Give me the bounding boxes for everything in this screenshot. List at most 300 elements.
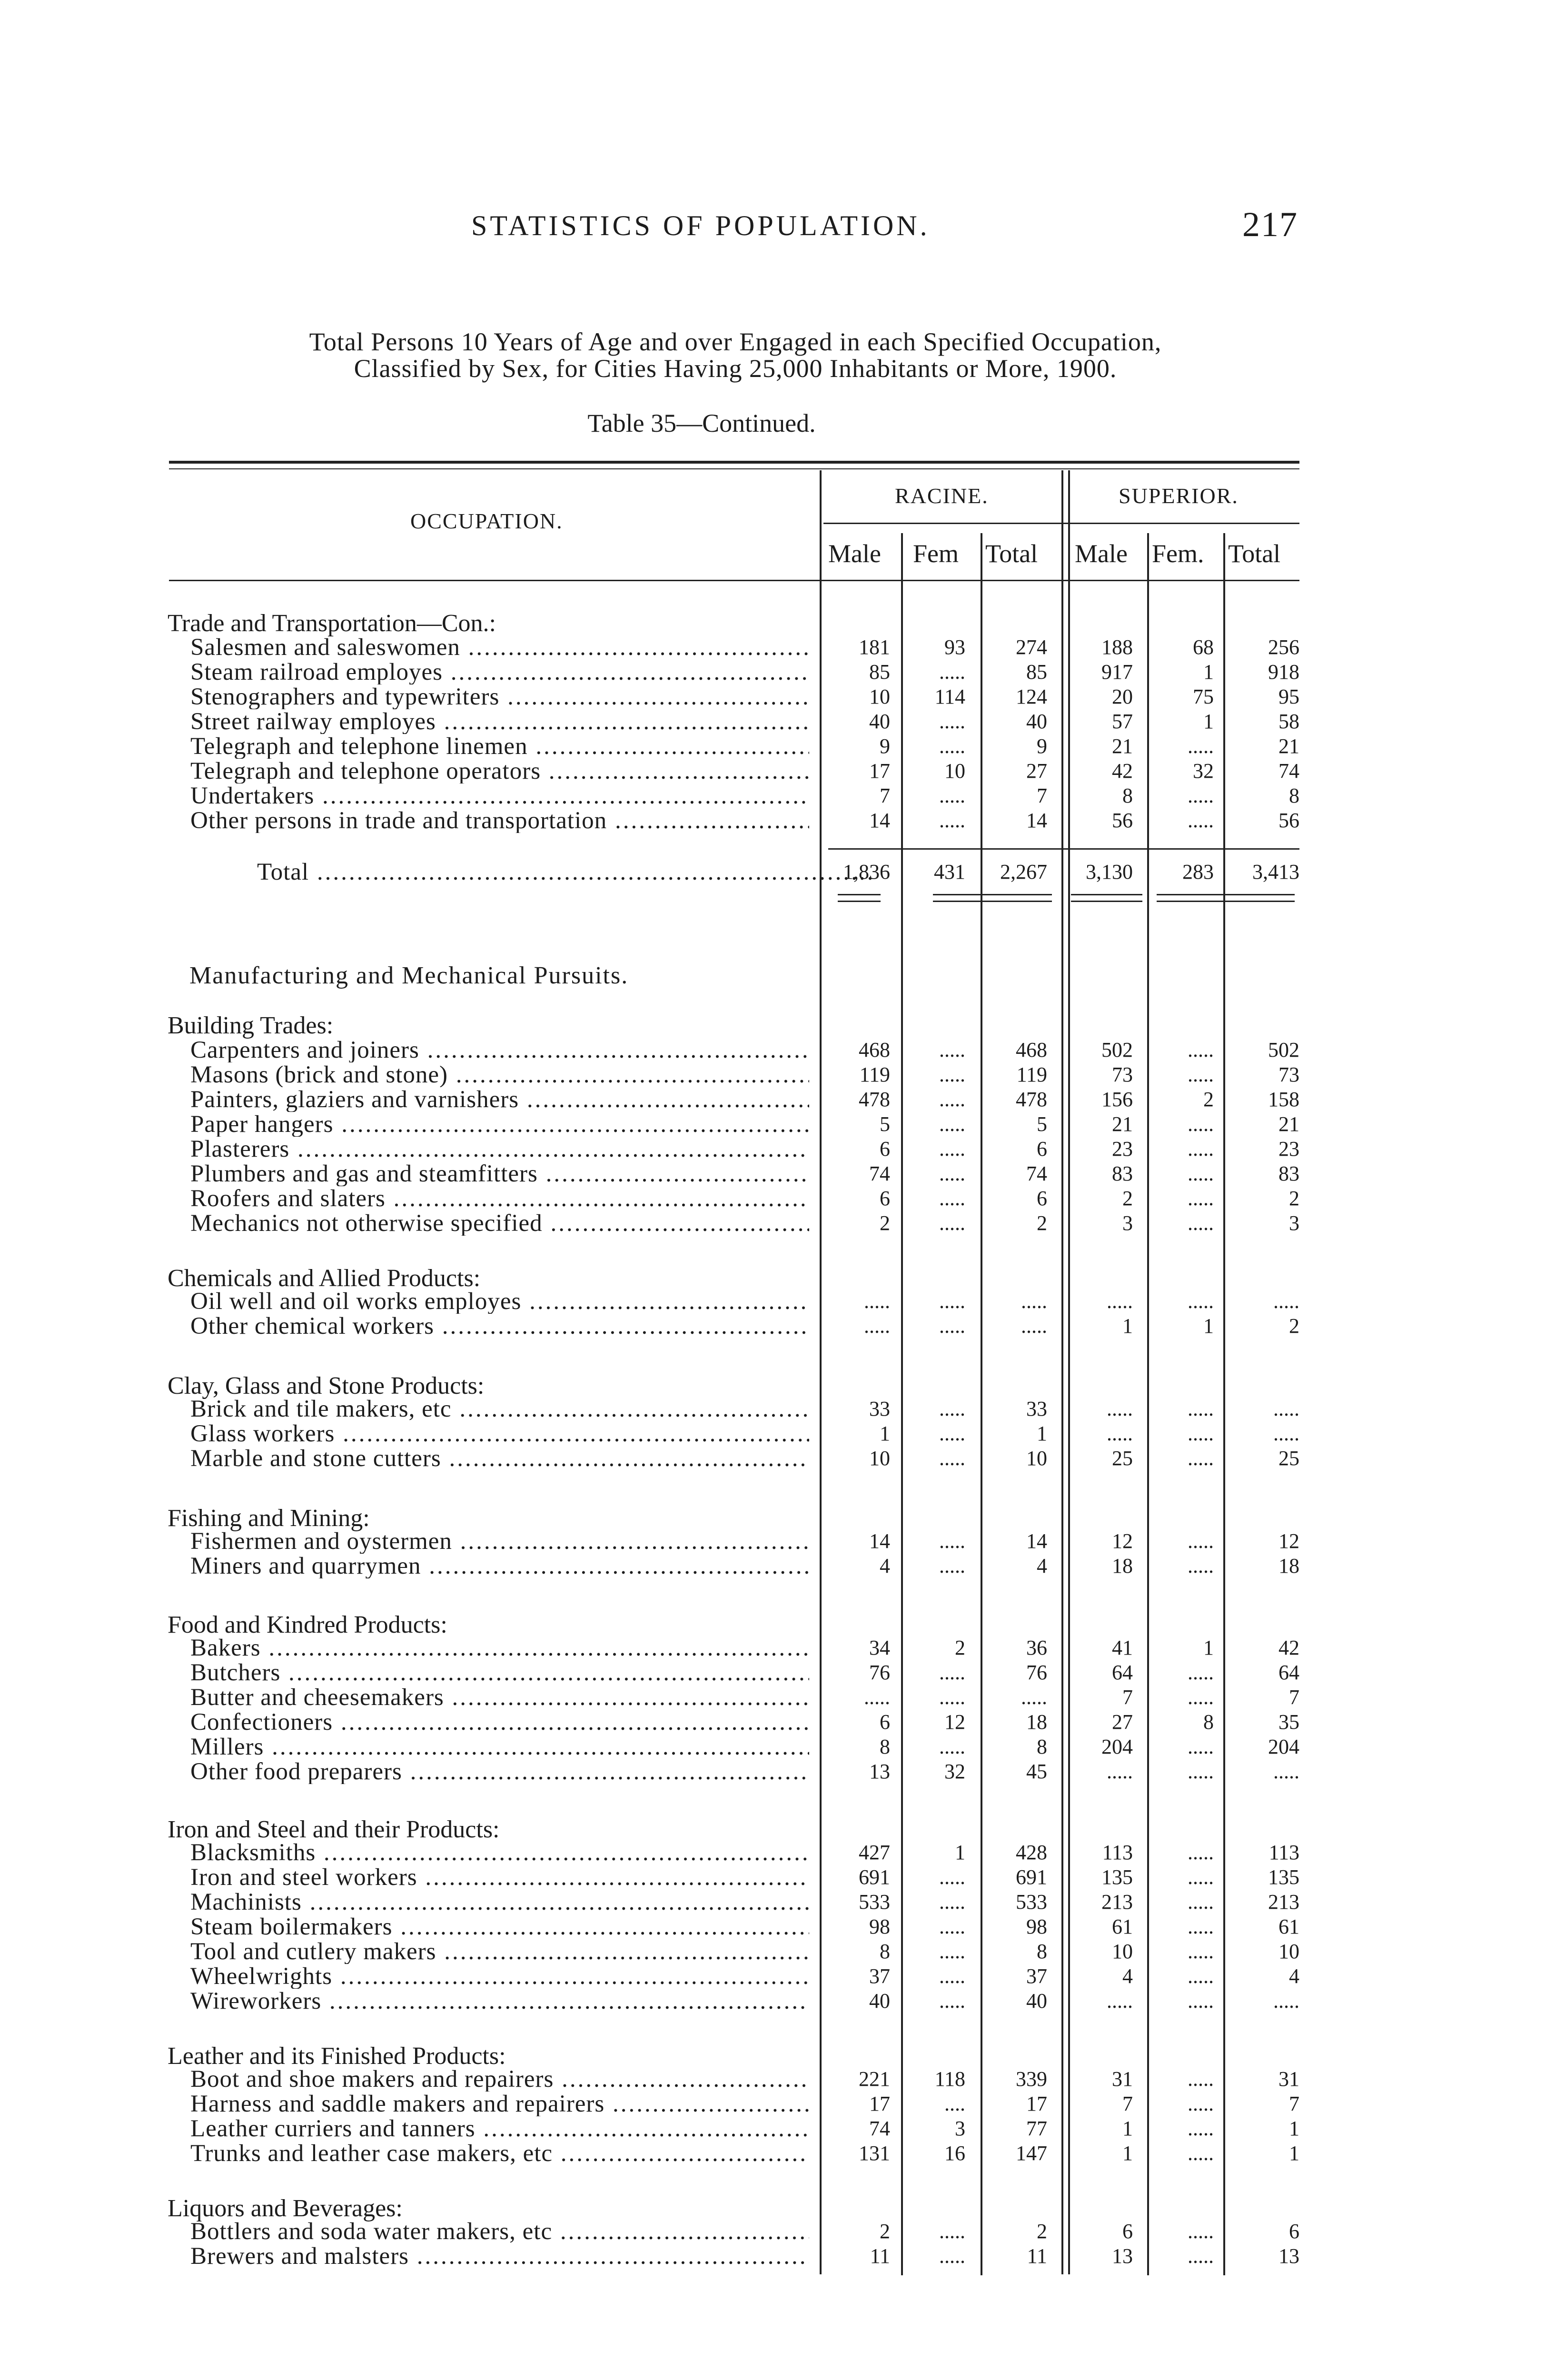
racine-total-cell: 14 — [1026, 809, 1047, 832]
superior-male-cell: 12 — [1112, 1529, 1133, 1553]
table-row — [0, 1137, 1546, 1161]
racine-total-cell: 40 — [1026, 710, 1047, 733]
table-row — [0, 1735, 1546, 1759]
racine-fem-cell: .... — [944, 2092, 965, 2115]
occupation-label: Mechanics not otherwise specified ..... — [190, 1211, 809, 1236]
superior-male-cell: 1 — [1122, 1314, 1133, 1338]
racine-male-cell: 1 — [880, 1422, 890, 1445]
racine-total-cell: 11 — [1027, 2244, 1047, 2268]
table-row — [0, 1397, 1546, 1421]
racine-fem-cell: ..... — [939, 809, 965, 832]
occupation-label: Miners and quarrymen ..... — [190, 1554, 809, 1578]
racine-fem-cell: ..... — [939, 660, 965, 684]
superior-male-cell: 502 — [1101, 1038, 1133, 1061]
racine-male-cell: 37 — [869, 1964, 890, 1988]
table-row — [0, 1186, 1546, 1211]
superior-male-cell: 204 — [1101, 1735, 1133, 1758]
superior-fem-cell: ..... — [1188, 1137, 1214, 1160]
occupation-label: Stenographers and typewriters ..... — [190, 684, 809, 709]
superior-fem-cell: ..... — [1188, 2117, 1214, 2140]
racine-male-cell: 10 — [869, 1447, 890, 1470]
table-row — [0, 759, 1546, 783]
racine-male-cell: 8 — [880, 1735, 890, 1758]
total-row — [0, 860, 1546, 884]
superior-male-cell: 10 — [1112, 1940, 1133, 1963]
racine-fem-cell: ..... — [939, 2220, 965, 2243]
table-row — [0, 2141, 1546, 2166]
superior-male-cell: 18 — [1112, 1554, 1133, 1577]
superior-male-cell: 83 — [1112, 1162, 1133, 1185]
racine-total-cell: 45 — [1026, 1760, 1047, 1783]
racine-fem-cell: ..... — [939, 1447, 965, 1470]
superior-male-cell: 21 — [1112, 734, 1133, 758]
table-row — [0, 1989, 1546, 2013]
superior-male-cell: 20 — [1112, 685, 1133, 708]
racine-fem-cell: ..... — [939, 1422, 965, 1445]
racine-male-cell: 14 — [869, 1529, 890, 1553]
racine-fem-cell: 12 — [944, 1710, 965, 1734]
section-fishing: Fishing and Mining: — [168, 1505, 370, 1532]
racine-total-cell: 274 — [1016, 635, 1047, 659]
superior-total-cell: 58 — [1278, 710, 1299, 733]
table-row — [0, 1964, 1546, 1989]
racine-male-cell: 2 — [880, 1211, 890, 1235]
table-row — [0, 1865, 1546, 1890]
table-row — [0, 2219, 1546, 2244]
occupation-label: Roofers and slaters ..... — [190, 1186, 809, 1211]
total-underline-3 — [1071, 894, 1142, 895]
superior-fem-cell: ..... — [1188, 784, 1214, 807]
superior-total-cell: 13 — [1278, 2244, 1299, 2268]
racine-total-cell: 339 — [1016, 2067, 1047, 2091]
page-number: 217 — [1242, 205, 1298, 244]
total-underline-2b — [933, 901, 1052, 902]
racine-fem-cell: ..... — [939, 1063, 965, 1086]
racine-male-cell: ..... — [864, 1289, 890, 1313]
occupation-label: Other chemical workers ..... — [190, 1314, 809, 1339]
superior-fem-cell: ..... — [1188, 734, 1214, 758]
header-bottom-rule — [169, 580, 1299, 581]
table-row — [0, 1759, 1546, 1784]
superior-total-cell: 42 — [1278, 1636, 1299, 1659]
racine-total-cell: 478 — [1016, 1088, 1047, 1111]
racine-fem-cell: ..... — [939, 1088, 965, 1111]
racine-male-cell: 17 — [869, 759, 890, 783]
superior-fem-cell: ..... — [1188, 1162, 1214, 1185]
section-clay: Clay, Glass and Stone Products: — [168, 1372, 485, 1399]
superior-male-cell: 7 — [1122, 1686, 1133, 1709]
racine-fem-cell: ..... — [939, 1529, 965, 1553]
racine-male-cell: 221 — [859, 2067, 890, 2091]
racine-fem-cell: 16 — [944, 2142, 965, 2165]
superior-fem-cell: ..... — [1188, 1735, 1214, 1758]
superior-male-cell: 135 — [1101, 1865, 1133, 1889]
superior-total-cell: 18 — [1278, 1554, 1299, 1577]
occupation-label: Harness and saddle makers and repairers ..... — [190, 2092, 809, 2116]
superior-total-cell: 3,413 — [1252, 860, 1299, 883]
superior-male-cell: 3,130 — [1086, 860, 1133, 883]
superior-fem-cell: ..... — [1188, 1964, 1214, 1988]
caption-line-2: Classified by Sex, for Cities Having 25,000 Inhabitants or More, 1900. — [354, 354, 1117, 383]
superior-total-cell: 21 — [1278, 734, 1299, 758]
racine-fem-cell: ..... — [939, 784, 965, 807]
racine-total-cell: 85 — [1026, 660, 1047, 684]
racine-male-cell: 533 — [859, 1890, 890, 1914]
racine-total-cell: 691 — [1016, 1865, 1047, 1889]
racine-total-header: Total — [985, 539, 1038, 568]
section-leather: Leather and its Finished Products: — [168, 2043, 506, 2070]
superior-male-cell: 13 — [1112, 2244, 1133, 2268]
racine-total-cell: ..... — [1021, 1289, 1047, 1313]
superior-fem-header: Fem. — [1152, 539, 1204, 568]
racine-fem-cell: ..... — [939, 1162, 965, 1185]
table-row — [0, 1161, 1546, 1186]
racine-male-cell: 34 — [869, 1636, 890, 1659]
superior-male-cell: 3 — [1122, 1211, 1133, 1235]
occupation-label: Brewers and malsters ..... — [190, 2244, 809, 2269]
section-building: Building Trades: — [168, 1012, 334, 1039]
racine-male-cell: 4 — [880, 1554, 890, 1577]
section-trade: Trade and Transportation—Con.: — [168, 610, 496, 637]
superior-fem-cell: ..... — [1188, 2067, 1214, 2091]
racine-fem-cell: ..... — [939, 1314, 965, 1338]
superior-male-cell: 113 — [1102, 1841, 1133, 1864]
racine-fem-cell: ..... — [939, 1187, 965, 1210]
superior-total-cell: 23 — [1278, 1137, 1299, 1160]
superior-total-cell: 204 — [1268, 1735, 1299, 1758]
racine-fem-cell: 2 — [955, 1636, 965, 1659]
superior-male-cell: 156 — [1101, 1088, 1133, 1111]
table-row — [0, 2244, 1546, 2269]
occupation-label: Painters, glaziers and varnishers ..... — [190, 1087, 809, 1112]
racine-male-cell: 74 — [869, 1162, 890, 1185]
superior-fem-cell: 1 — [1203, 1636, 1214, 1659]
section-chemicals: Chemicals and Allied Products: — [168, 1265, 481, 1292]
table-row — [0, 1554, 1546, 1578]
racine-male-cell: ..... — [864, 1314, 890, 1338]
racine-total-cell: 37 — [1026, 1964, 1047, 1988]
racine-male-cell: 2 — [880, 2220, 890, 2243]
racine-total-cell: 10 — [1026, 1447, 1047, 1470]
superior-fem-cell: ..... — [1188, 1554, 1214, 1577]
racine-total-cell: 468 — [1016, 1038, 1047, 1061]
racine-male-cell: 76 — [869, 1661, 890, 1684]
superior-total-cell: 73 — [1278, 1063, 1299, 1086]
racine-male-cell: 33 — [869, 1397, 890, 1420]
superior-male-cell: 73 — [1112, 1063, 1133, 1086]
superior-total-cell: 8 — [1289, 784, 1299, 807]
racine-total-cell: 40 — [1026, 1989, 1047, 2013]
occupation-label: Confectioners ..... — [190, 1710, 809, 1735]
racine-fem-cell: 1 — [955, 1841, 965, 1864]
superior-fem-cell: ..... — [1188, 2092, 1214, 2115]
superior-male-cell: 41 — [1112, 1636, 1133, 1659]
racine-male-cell: 1,836 — [843, 860, 890, 883]
racine-header: RACINE. — [895, 484, 989, 508]
racine-total-cell: 76 — [1026, 1661, 1047, 1684]
superior-fem-cell: 2 — [1203, 1088, 1214, 1111]
occupation-label: Telegraph and telephone operators ..... — [190, 759, 809, 783]
racine-male-cell: 7 — [880, 784, 890, 807]
table-row — [0, 783, 1546, 808]
occupation-label: Carpenters and joiners ..... — [190, 1038, 809, 1062]
occupation-label: Leather curriers and tanners ..... — [190, 2116, 809, 2141]
racine-male-cell: 468 — [859, 1038, 890, 1061]
superior-male-cell: 57 — [1112, 710, 1133, 733]
occupation-label: Masons (brick and stone) ..... — [190, 1062, 809, 1087]
racine-total-cell: 119 — [1016, 1063, 1047, 1086]
racine-male-cell: 6 — [880, 1137, 890, 1160]
table-row — [0, 1840, 1546, 1865]
superior-total-cell: 64 — [1278, 1661, 1299, 1684]
racine-male-cell: 6 — [880, 1187, 890, 1210]
racine-fem-cell: 118 — [934, 2067, 965, 2091]
superior-male-cell: 7 — [1122, 2092, 1133, 2115]
superior-male-cell: 31 — [1112, 2067, 1133, 2091]
superior-fem-cell: ..... — [1188, 1447, 1214, 1470]
racine-male-cell: 6 — [880, 1710, 890, 1734]
table-row — [0, 808, 1546, 833]
occupation-label: Telegraph and telephone linemen ..... — [190, 734, 809, 759]
superior-male-cell: 25 — [1112, 1447, 1133, 1470]
table-row — [0, 1421, 1546, 1446]
superior-male-cell: ..... — [1107, 1422, 1133, 1445]
racine-male-cell: 14 — [869, 809, 890, 832]
occupation-label: Boot and shoe makers and repairers ..... — [190, 2067, 809, 2092]
superior-fem-cell: ..... — [1188, 1841, 1214, 1864]
racine-male-cell: 181 — [859, 635, 890, 659]
superior-fem-cell: ..... — [1188, 1187, 1214, 1210]
racine-fem-cell: ..... — [939, 1865, 965, 1889]
racine-fem-cell: ..... — [939, 710, 965, 733]
superior-total-cell: 31 — [1278, 2067, 1299, 2091]
superior-fem-cell: 1 — [1203, 710, 1214, 733]
superior-male-cell: 64 — [1112, 1661, 1133, 1684]
superior-male-cell: 4 — [1122, 1964, 1133, 1988]
superior-fem-cell: ..... — [1188, 1422, 1214, 1445]
racine-male-cell: 11 — [870, 2244, 890, 2268]
racine-total-cell: 33 — [1026, 1397, 1047, 1420]
racine-total-cell: 98 — [1026, 1915, 1047, 1938]
superior-male-cell: 21 — [1112, 1112, 1133, 1136]
racine-male-cell: 40 — [869, 710, 890, 733]
superior-fem-cell: ..... — [1188, 1940, 1214, 1963]
racine-fem-cell: ..... — [939, 1112, 965, 1136]
caption-line-1: Total Persons 10 Years of Age and over Engaged in each Specified Occupation, — [309, 327, 1162, 356]
racine-fem-cell: 10 — [944, 759, 965, 783]
superior-male-cell: 8 — [1122, 784, 1133, 807]
superior-male-cell: 188 — [1101, 635, 1133, 659]
occupation-label: Oil well and oil works employes ..... — [190, 1289, 809, 1314]
racine-male-cell: 13 — [869, 1760, 890, 1783]
superior-fem-cell: 75 — [1193, 685, 1214, 708]
superior-male-cell: 56 — [1112, 809, 1133, 832]
racine-total-cell: 1 — [1037, 1422, 1047, 1445]
superior-male-cell: 61 — [1112, 1915, 1133, 1938]
superior-total-cell: 7 — [1289, 2092, 1299, 2115]
superior-total-cell: ..... — [1273, 1289, 1299, 1313]
superior-total-cell: ..... — [1273, 1760, 1299, 1783]
racine-total-cell: 124 — [1016, 685, 1047, 708]
racine-total-cell: 5 — [1037, 1112, 1047, 1136]
racine-total-cell: 14 — [1026, 1529, 1047, 1553]
occupation-label: Machinists ..... — [190, 1890, 809, 1914]
occupation-label: Plumbers and gas and steamfitters ..... — [190, 1161, 809, 1186]
racine-male-cell: 98 — [869, 1915, 890, 1938]
occupation-label: Millers ..... — [190, 1735, 809, 1759]
table-row — [0, 635, 1546, 660]
superior-total-cell: 113 — [1269, 1841, 1299, 1864]
superior-total-cell: 25 — [1278, 1447, 1299, 1470]
superior-male-cell: 6 — [1122, 2220, 1133, 2243]
table-row — [0, 734, 1546, 759]
table-row — [0, 1446, 1546, 1471]
racine-fem-cell: ..... — [939, 1137, 965, 1160]
table-caption — [171, 328, 1299, 382]
racine-fem-cell: ..... — [939, 1289, 965, 1313]
racine-fem-cell: ..... — [939, 1686, 965, 1709]
superior-total-cell: 2 — [1289, 1314, 1299, 1338]
superior-total-cell: 74 — [1278, 759, 1299, 783]
table-row — [0, 1660, 1546, 1685]
racine-fem-cell: ..... — [939, 1964, 965, 1988]
racine-total-cell: 17 — [1026, 2092, 1047, 2115]
total-underline-3b — [1071, 901, 1142, 902]
superior-male-cell: ..... — [1107, 1289, 1133, 1313]
racine-male-cell: 74 — [869, 2117, 890, 2140]
racine-fem-cell: ..... — [939, 734, 965, 758]
superior-fem-cell: ..... — [1188, 1865, 1214, 1889]
racine-fem-header: Fem — [913, 539, 959, 568]
occupation-label: Steam railroad employes ..... — [190, 660, 809, 684]
racine-male-cell: 17 — [869, 2092, 890, 2115]
occupation-label: Bottlers and soda water makers, etc ..... — [190, 2219, 809, 2244]
section-manufacturing: Manufacturing and Mechanical Pursuits. — [189, 962, 629, 989]
racine-male-cell: 131 — [859, 2142, 890, 2165]
table-row — [0, 1890, 1546, 1914]
occupation-label: Wireworkers ..... — [190, 1989, 809, 2013]
occupation-label: Paper hangers ..... — [190, 1112, 809, 1137]
racine-fem-cell: ..... — [939, 2244, 965, 2268]
superior-total-cell: 213 — [1268, 1890, 1299, 1914]
table-row — [0, 2067, 1546, 2092]
occupation-label: Wheelwrights ..... — [190, 1964, 809, 1989]
table-top-rule — [169, 461, 1299, 464]
racine-male-cell: 85 — [869, 660, 890, 684]
racine-male-header: Male — [828, 539, 881, 568]
superior-total-cell: ..... — [1273, 1989, 1299, 2013]
racine-male-cell: 478 — [859, 1088, 890, 1111]
table-row — [0, 1211, 1546, 1236]
racine-fem-cell: 32 — [944, 1760, 965, 1783]
superior-total-cell: 6 — [1289, 2220, 1299, 2243]
occupation-label: Trunks and leather case makers, etc ..... — [190, 2141, 809, 2166]
superior-total-cell: 10 — [1278, 1940, 1299, 1963]
superior-fem-cell: ..... — [1188, 1686, 1214, 1709]
superior-total-cell: 1 — [1289, 2117, 1299, 2140]
table-row — [0, 2092, 1546, 2116]
superior-fem-cell: ..... — [1188, 1760, 1214, 1783]
table-row — [0, 684, 1546, 709]
table-row — [0, 1289, 1546, 1314]
table-row — [0, 1062, 1546, 1087]
table-row — [0, 1314, 1546, 1339]
superior-fem-cell: ..... — [1188, 1989, 1214, 2013]
total-underline-1b — [838, 901, 881, 902]
total-underline-2 — [933, 894, 1052, 895]
section-food: Food and Kindred Products: — [168, 1611, 447, 1638]
racine-fem-cell: ..... — [939, 1397, 965, 1420]
superior-total-cell: 35 — [1278, 1710, 1299, 1734]
superior-fem-cell: 1 — [1203, 660, 1214, 684]
superior-total-cell: 56 — [1278, 809, 1299, 832]
racine-total-cell: 7 — [1037, 784, 1047, 807]
total-underline-4b — [1157, 901, 1295, 902]
racine-total-cell: ..... — [1021, 1686, 1047, 1709]
occupation-label: Plasterers ..... — [190, 1137, 809, 1161]
racine-male-cell: 10 — [869, 685, 890, 708]
racine-total-cell: 27 — [1026, 759, 1047, 783]
superior-male-cell: ..... — [1107, 1989, 1133, 2013]
superior-fem-cell: 68 — [1193, 635, 1214, 659]
superior-total-cell: 135 — [1268, 1865, 1299, 1889]
table-row — [0, 1939, 1546, 1964]
superior-total-cell: ..... — [1273, 1422, 1299, 1445]
racine-total-cell: ..... — [1021, 1314, 1047, 1338]
occupation-label: Salesmen and saleswomen ..... — [190, 635, 809, 660]
racine-fem-cell: ..... — [939, 1554, 965, 1577]
superior-total-cell: 918 — [1268, 660, 1299, 684]
racine-fem-cell: ..... — [939, 1211, 965, 1235]
total-underline-4 — [1157, 894, 1295, 895]
racine-fem-cell: ..... — [939, 1890, 965, 1914]
superior-male-cell: 917 — [1101, 660, 1133, 684]
superior-total-cell: 61 — [1278, 1915, 1299, 1938]
racine-total-cell: 8 — [1037, 1735, 1047, 1758]
occupation-label: Fishermen and oystermen ..... — [190, 1529, 809, 1554]
racine-fem-cell: 114 — [934, 685, 965, 708]
superior-male-cell: 27 — [1112, 1710, 1133, 1734]
racine-male-cell: 691 — [859, 1865, 890, 1889]
superior-male-cell: ..... — [1107, 1397, 1133, 1420]
superior-fem-cell: ..... — [1188, 2220, 1214, 2243]
racine-male-cell: 119 — [859, 1063, 890, 1086]
superior-total-cell: 12 — [1278, 1529, 1299, 1553]
superior-male-header: Male — [1075, 539, 1128, 568]
racine-male-cell: 5 — [880, 1112, 890, 1136]
racine-fem-cell: 431 — [934, 860, 965, 883]
occupation-label: Iron and steel workers ..... — [190, 1865, 809, 1890]
superior-fem-cell: ..... — [1188, 1661, 1214, 1684]
racine-fem-cell: 3 — [955, 2117, 965, 2140]
racine-total-cell: 428 — [1016, 1841, 1047, 1864]
racine-total-cell: 36 — [1026, 1636, 1047, 1659]
occupation-label: Steam boilermakers ..... — [190, 1914, 809, 1939]
superior-fem-cell: ..... — [1188, 1397, 1214, 1420]
superior-total-cell: 4 — [1289, 1964, 1299, 1988]
occupation-label: Brick and tile makers, etc ..... — [190, 1397, 809, 1421]
superior-fem-cell: ..... — [1188, 1289, 1214, 1313]
racine-male-cell: 40 — [869, 1989, 890, 2013]
racine-total-cell: 74 — [1026, 1162, 1047, 1185]
superior-male-cell: 1 — [1122, 2117, 1133, 2140]
superior-male-cell: 2 — [1122, 1187, 1133, 1210]
superior-male-cell: 42 — [1112, 759, 1133, 783]
occupation-label: Other persons in trade and transportation ..... — [190, 808, 809, 833]
racine-total-cell: 8 — [1037, 1940, 1047, 1963]
racine-male-cell: 8 — [880, 1940, 890, 1963]
racine-total-cell: 2 — [1037, 1211, 1047, 1235]
